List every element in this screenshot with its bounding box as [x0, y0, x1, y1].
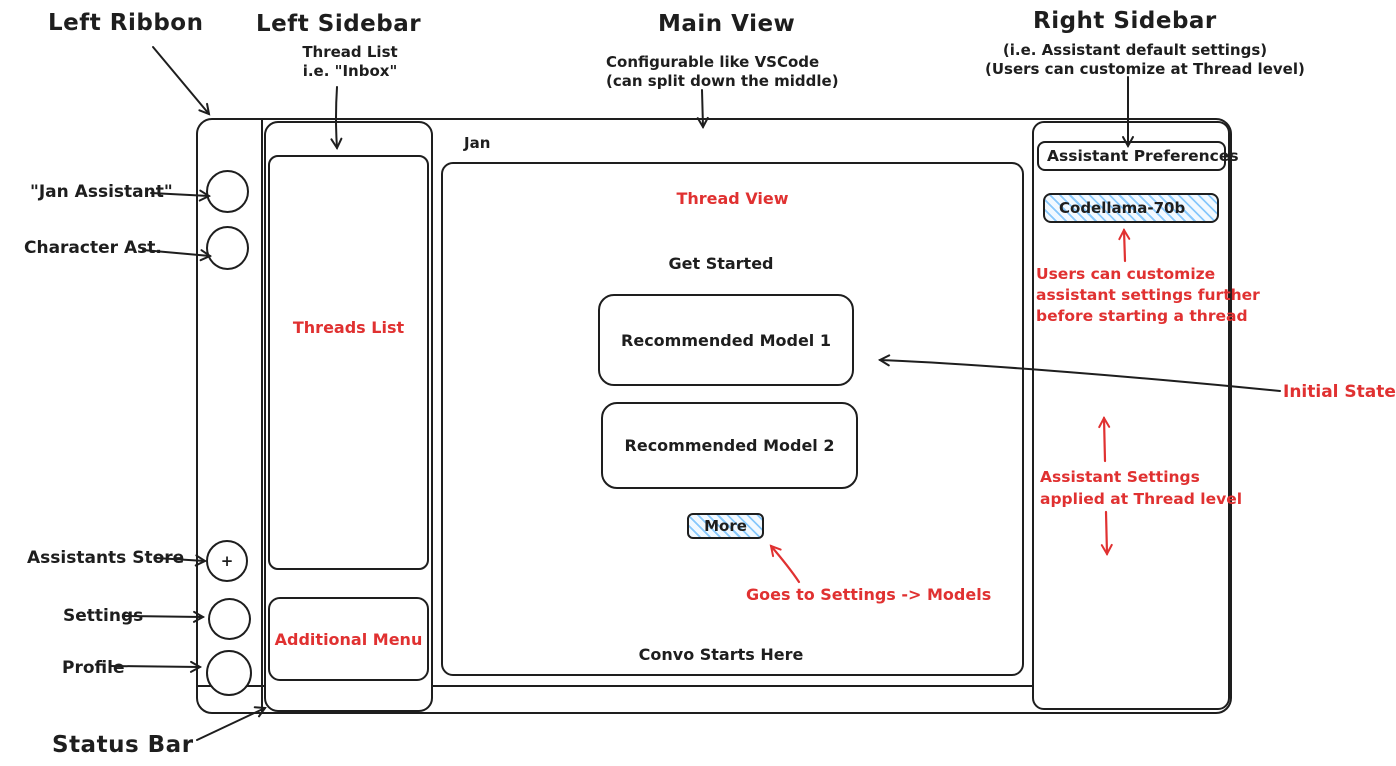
annotation-thread-list — [280, 43, 420, 81]
model-chip-codellama[interactable] — [1043, 193, 1219, 223]
ribbon-button-character-assistant[interactable] — [206, 226, 249, 270]
recommended-model-2-label: Recommended Model 2 — [624, 436, 835, 455]
more-button[interactable] — [687, 513, 764, 539]
note-thread-level — [1040, 466, 1242, 510]
ribbon-button-assistants-store[interactable] — [206, 540, 248, 582]
annotation-left-ribbon: Left Ribbon — [48, 10, 204, 36]
annotation-thread-list-line2: i.e. "Inbox" — [302, 62, 398, 80]
annotation-character-ast: Character Ast. — [24, 238, 162, 258]
annotation-main-view-sub-line2: (can split down the middle) — [606, 72, 839, 90]
thread-view-label: Thread View — [676, 189, 789, 208]
convo-starts-label: Convo Starts Here — [638, 645, 804, 664]
note-customize-line1: Users can customize — [1036, 265, 1216, 283]
ribbon-button-settings[interactable] — [208, 598, 251, 640]
ribbon-button-jan-assistant[interactable] — [206, 170, 249, 213]
recommended-model-1-label: Recommended Model 1 — [621, 330, 831, 350]
annotation-main-view-title: Main View — [658, 11, 796, 37]
assistant-preferences-header[interactable] — [1037, 141, 1239, 171]
annotation-thread-list-line1: Thread List — [302, 43, 398, 61]
annotation-right-sidebar-title: Right Sidebar — [1033, 8, 1217, 34]
ribbon-button-profile[interactable] — [206, 650, 252, 696]
annotation-initial-state: Initial State — [1283, 382, 1396, 402]
recommended-model-2-card[interactable] — [601, 402, 858, 489]
annotation-main-view-sub-line1: Configurable like VSCode — [606, 53, 820, 71]
get-started-label: Get Started — [668, 254, 774, 273]
note-customize-line3: before starting a thread — [1036, 307, 1248, 325]
annotation-main-view-sub — [606, 53, 839, 91]
main-view-title: Jan — [464, 134, 491, 152]
plus-icon: + — [220, 552, 234, 570]
threads-list-box[interactable] — [268, 155, 429, 570]
annotation-status-bar: Status Bar — [52, 732, 194, 758]
left-ribbon-divider — [261, 120, 263, 712]
annotation-left-sidebar-title: Left Sidebar — [256, 11, 422, 37]
model-chip-label: Codellama-70b — [1059, 199, 1186, 217]
goes-to-settings-note: Goes to Settings -> Models — [746, 585, 992, 604]
recommended-model-1-card[interactable] — [598, 294, 854, 386]
annotation-right-sidebar-sub-line1: (i.e. Assistant default settings) — [1002, 41, 1268, 59]
note-customize — [1036, 264, 1260, 327]
additional-menu-box[interactable] — [268, 597, 429, 681]
annotation-jan-assistant: "Jan Assistant" — [30, 182, 173, 202]
additional-menu-label: Additional Menu — [274, 629, 423, 649]
note-thread-level-line2: applied at Thread level — [1040, 490, 1243, 508]
threads-list-label: Threads List — [292, 318, 405, 337]
more-button-label: More — [704, 517, 747, 535]
annotation-profile: Profile — [62, 658, 125, 678]
annotation-settings: Settings — [63, 606, 144, 626]
annotation-assistants-store: Assistants Store — [27, 548, 185, 568]
note-thread-level-line1: Assistant Settings — [1040, 468, 1200, 486]
annotation-right-sidebar-sub — [985, 41, 1305, 79]
arrow-left-ribbon — [153, 47, 209, 114]
note-customize-line2: assistant settings further — [1036, 286, 1260, 304]
annotation-right-sidebar-sub-line2: (Users can customize at Thread level) — [985, 60, 1305, 78]
assistant-preferences-label: Assistant Preferences — [1047, 147, 1239, 165]
